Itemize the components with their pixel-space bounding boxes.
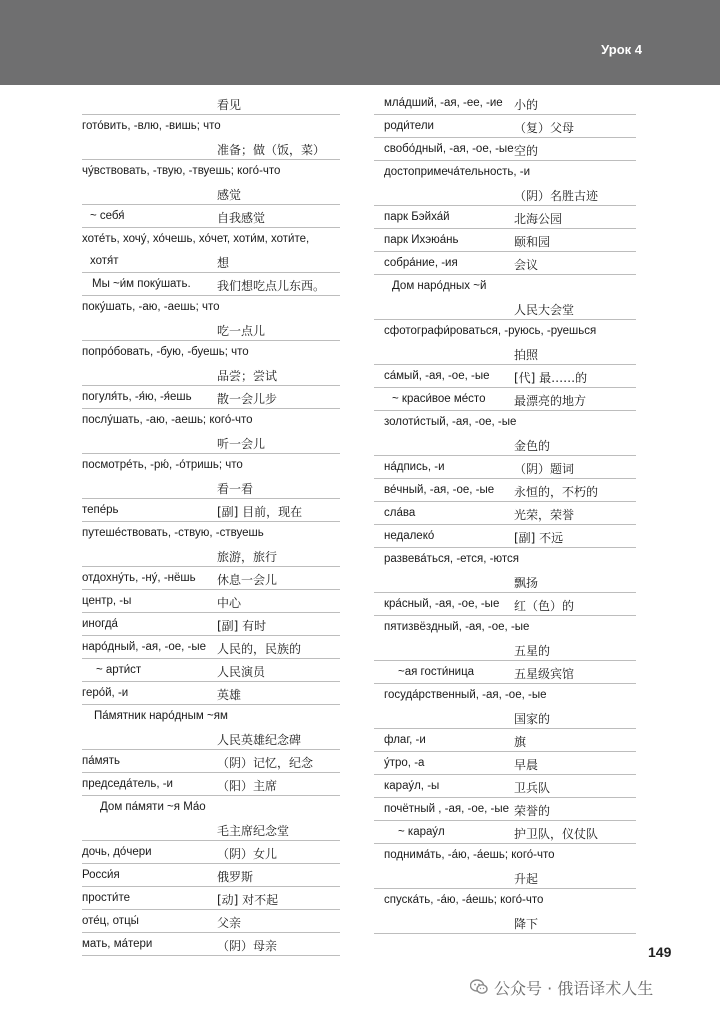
vocab-row [374,411,636,433]
russian-term: достопримеча́тельность, -и [384,166,530,178]
chinese-translation: 旗 [514,735,527,749]
chinese-translation: 旅游，旅行 [217,550,278,564]
chinese-translation: （阴）记忆，纪念 [217,756,314,770]
russian-term: развева́ться, -ется, -ются [384,553,519,565]
russian-term: ~ краси́вое ме́сто [392,393,486,405]
chinese-translation: 看一看 [217,482,254,496]
chinese-translation: 北海公园 [514,212,563,226]
chinese-translation: 飘扬 [514,576,539,590]
vocab-row [374,593,636,616]
vocab-row [374,92,636,115]
russian-term: недалеко́ [384,530,435,542]
vocab-row [82,727,340,750]
chinese-translation: 人民英雄纪念碑 [217,733,302,747]
vocab-row [82,636,340,659]
vocab-row [374,706,636,729]
chinese-translation: 人民演员 [217,665,266,679]
russian-term: са́мый, -ая, -ое, -ые [384,370,490,382]
vocab-row [82,137,340,160]
russian-term: парк Ихэюа́нь [384,234,459,246]
vocab-row [82,476,340,499]
chinese-translation: 吃一点儿 [217,324,266,338]
chinese-translation: 拍照 [514,348,539,362]
russian-term: иногда́ [82,618,118,630]
vocab-row [374,525,636,548]
chinese-translation: 红（色）的 [514,599,575,613]
russian-term: ве́чный, -ая, -ое, -ые [384,484,495,496]
russian-term: отдохну́ть, -ну́, -нёшь [82,572,196,584]
chinese-translation: 人民的，民族的 [217,642,302,656]
russian-term: кра́сный, -ая, -ое, -ые [384,598,500,610]
chinese-translation: 我们想吃点儿东西。 [217,279,326,293]
watermark [470,975,653,999]
russian-term: собра́ние, -ия [384,257,458,269]
russian-term: флаг, -и [384,734,426,746]
vocab-row [82,431,340,454]
russian-term: Дом па́мяти ~я Ма́о [100,801,206,813]
russian-term: геро́й, -и [82,687,129,699]
vocab-row [82,613,340,636]
russian-term: сла́ва [384,507,416,519]
chinese-translation: 降下 [514,917,539,931]
vocab-row [82,318,340,341]
vocab-row [82,818,340,841]
chinese-translation: 小的 [514,98,539,112]
russian-term: спуска́ть, -а́ю, -а́ешь; кого́-что [384,894,544,906]
vocab-row [82,386,340,409]
vocab-row [82,590,340,613]
chinese-translation: [动] 对不起 [217,893,279,907]
chinese-translation: 散一会儿步 [217,392,278,406]
chinese-translation: 英雄 [217,688,242,702]
vocab-row [82,773,340,796]
vocab-row [82,522,340,544]
russian-term: чу́вствовать, -твую, -твуешь; кого́-что [82,165,281,177]
vocab-row [82,682,340,705]
chinese-translation: 毛主席纪念堂 [217,824,290,838]
vocab-row [82,841,340,864]
vocab-row [82,363,340,386]
russian-term: ~ арти́ст [96,664,142,676]
russian-term: сфотографи́роваться, -руюсь, -руешься [384,325,597,337]
chinese-translation: 看见 [217,98,242,112]
vocab-row [374,798,636,821]
chinese-translation: 听一会儿 [217,437,266,451]
vocab-row [374,775,636,798]
russian-term: оте́ц, отцы́ [82,915,139,927]
vocab-row [374,889,636,911]
vocab-row [82,273,340,296]
vocab-row [374,456,636,479]
vocab-row [82,228,340,250]
chinese-translation: （阳）主席 [217,779,278,793]
russian-term: Мы ~и́м поку́шать. [92,278,191,290]
page-number: 149 [648,944,672,960]
vocab-row [82,750,340,773]
russian-term: дочь, до́чери [82,846,152,858]
vocab-row [82,115,340,137]
russian-term: па́мять [82,755,121,767]
vocab-row [82,250,340,273]
russian-term: хотя́т [90,255,119,267]
russian-term: тепе́рь [82,504,119,516]
chinese-translation: （复）父母 [514,121,575,135]
vocab-row [374,183,636,206]
vocab-row [374,821,636,844]
russian-term: золоти́стый, -ая, -ое, -ые [384,416,517,428]
chinese-translation: （阴）母亲 [217,939,278,953]
chinese-translation: （阴）女儿 [217,847,278,861]
vocab-row [374,479,636,502]
russian-term: послу́шать, -аю, -аешь; кого́-что [82,414,253,426]
vocab-row [82,910,340,933]
vocab-row [374,365,636,388]
russian-term: ~ая гости́ница [398,666,475,678]
lesson-title: Урок 4 [601,42,642,57]
chinese-translation: 自我感觉 [217,211,266,225]
vocab-row [374,752,636,775]
vocab-row [82,933,340,956]
russian-term: роди́тели [384,120,434,132]
vocab-row [374,684,636,706]
chinese-translation: 人民大会堂 [514,303,575,317]
page-header-bar [0,0,720,85]
chinese-translation: [代] 最……的 [514,371,588,385]
russian-term: пятизвёздный, -ая, -ое, -ые [384,621,530,633]
russian-term: гото́вить, -влю, -вишь; что [82,120,221,132]
watermark-text: 公众号 · 俄语译术人生 [494,978,654,998]
chinese-translation: 升起 [514,872,539,886]
russian-term: Росси́я [82,869,120,881]
russian-term: прости́те [82,892,130,904]
chinese-translation: 光荣，荣誉 [514,508,575,522]
russian-term: хоте́ть, хочу́, хо́чешь, хо́чет, хоти́м, хоти́те, [82,233,310,245]
chinese-translation: [副] 有时 [217,619,267,633]
chinese-translation: 准备；做（饭，菜） [217,143,326,157]
vocab-row [82,705,340,727]
vocab-row [82,659,340,682]
chinese-translation: 卫兵队 [514,781,551,795]
vocab-row [374,138,636,161]
chinese-translation: 早晨 [514,758,539,772]
vocab-row [374,275,636,297]
wechat-icon [470,978,488,996]
vocab-row [374,638,636,661]
russian-term: Па́мятник наро́дным ~ям [94,710,228,722]
vocab-row [374,115,636,138]
russian-term: на́дпись, -и [384,461,445,473]
vocab-row [82,454,340,476]
russian-term: свобо́дный, -ая, -ое, -ые [384,143,514,155]
vocab-row [374,502,636,525]
vocab-row [82,864,340,887]
chinese-translation: 永恒的，不朽的 [514,485,599,499]
vocabulary-left-column [82,92,340,956]
vocab-row [82,796,340,818]
chinese-translation: 荣誉的 [514,804,551,818]
vocab-row [374,844,636,866]
russian-term: парк Бэйха́й [384,211,450,223]
vocab-row [82,296,340,318]
chinese-translation: 颐和园 [514,235,551,249]
russian-term: Дом наро́дных ~й [392,280,487,292]
vocab-row [374,320,636,342]
vocab-row [374,911,636,934]
vocab-row [374,729,636,752]
chinese-translation: 品尝；尝试 [217,369,278,383]
chinese-translation: [副] 不远 [514,531,564,545]
russian-term: председа́тель, -и [82,778,173,790]
vocab-row [374,388,636,411]
chinese-translation: 休息一会儿 [217,573,278,587]
vocab-row [82,182,340,205]
vocab-row [374,252,636,275]
vocab-row [82,499,340,522]
vocab-row [374,661,636,684]
chinese-translation: 空的 [514,144,539,158]
vocab-row [374,570,636,593]
vocab-row [82,409,340,431]
vocab-row [374,206,636,229]
chinese-translation: 国家的 [514,712,551,726]
russian-term: наро́дный, -ая, -ое, -ые [82,641,207,653]
vocab-row [374,297,636,320]
chinese-translation: 想 [217,256,230,270]
russian-term: поднима́ть, -а́ю, -а́ешь; кого́-что [384,849,555,861]
vocab-row [374,548,636,570]
russian-term: центр, -ы [82,595,132,607]
chinese-translation: 中心 [217,596,242,610]
chinese-translation: 感觉 [217,188,242,202]
chinese-translation: [副] 目前，现在 [217,505,303,519]
chinese-translation: （阴）名胜古迹 [514,189,599,203]
russian-term: путеше́ствовать, -ствую, -ствуешь [82,527,264,539]
vocab-row [374,342,636,365]
vocabulary-right-column [374,92,636,934]
chinese-translation: 最漂亮的地方 [514,394,587,408]
russian-term: посмотре́ть, -рю́, -о́тришь; что [82,459,243,471]
russian-term: почётный , -ая, -ое, -ые [384,803,509,815]
vocab-row [82,341,340,363]
vocab-row [374,229,636,252]
russian-term: ~ себя́ [90,210,125,222]
russian-term: у́тро, -а [384,757,425,769]
russian-term: карау́л, -ы [384,780,440,792]
russian-term: поку́шать, -аю, -аешь; что [82,301,220,313]
russian-term: погуля́ть, -я́ю, -я́ешь [82,391,192,403]
vocab-row [374,433,636,456]
chinese-translation: 俄罗斯 [217,870,254,884]
chinese-translation: （阴）题词 [514,462,575,476]
chinese-translation: 护卫队，仪仗队 [514,827,599,841]
russian-term: попро́бовать, -бую, -буешь; что [82,346,249,358]
vocab-row [82,544,340,567]
vocab-row [374,161,636,183]
vocab-row [374,616,636,638]
vocab-row [82,92,340,115]
vocab-row [82,887,340,910]
vocab-row [82,160,340,182]
russian-term: ~ карау́л [398,826,445,838]
russian-term: мать, ма́тери [82,938,153,950]
chinese-translation: 父亲 [217,916,242,930]
russian-term: мла́дший, -ая, -ее, -ие [384,97,503,109]
chinese-translation: 会议 [514,258,539,272]
vocab-row [374,866,636,889]
russian-term: госуда́рственный, -ая, -ое, -ые [384,689,547,701]
vocab-row [82,567,340,590]
chinese-translation: 五星的 [514,644,551,658]
chinese-translation: 五星级宾馆 [514,667,575,681]
vocab-row [82,205,340,228]
chinese-translation: 金色的 [514,439,551,453]
